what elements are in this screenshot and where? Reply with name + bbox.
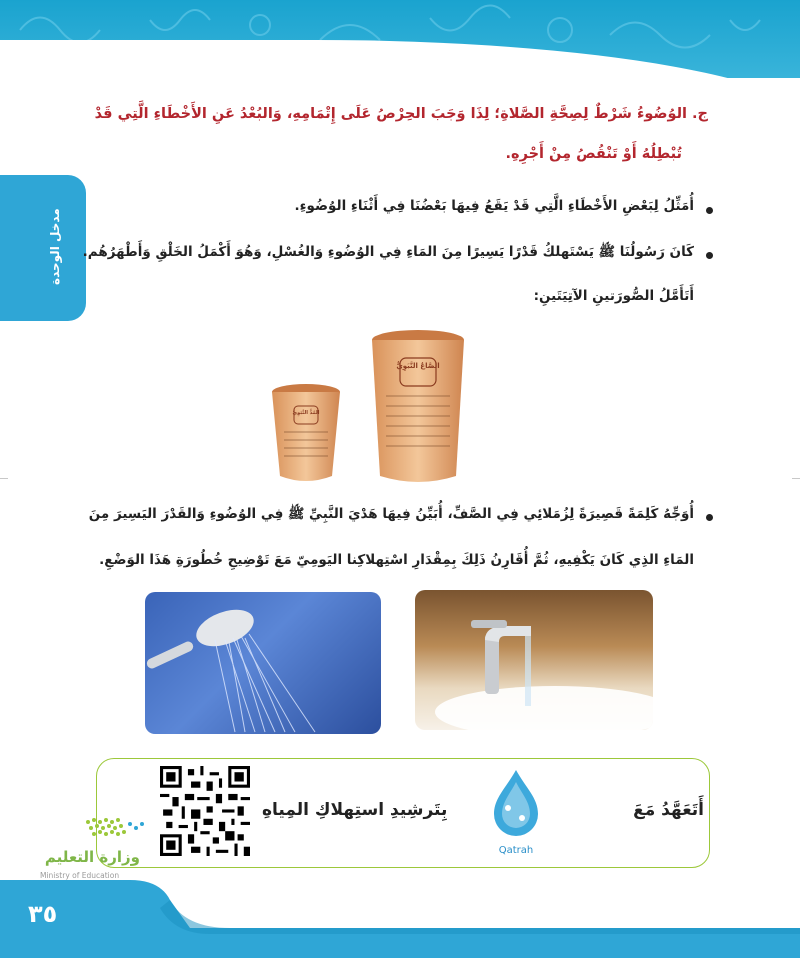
- small-cup-title: المُدُّ النَّبَوِيُّ: [292, 410, 320, 416]
- sa-and-mudd-cups-photo: [268, 326, 482, 490]
- pledge-text-end: بِتَرشِيدِ استِهلاكِ المِياهِ: [262, 800, 448, 820]
- shower-illustration: [145, 592, 381, 734]
- pledge-text-start: أَتَعَهَّدُ مَعَ: [633, 800, 704, 820]
- bullet-dot: [706, 252, 713, 259]
- ministry-logo-icon: [80, 812, 160, 842]
- bullet-2-text: كَانَ رَسُولُنَا ﷺ يَسْتَهلكُ قَدْرًا يَسِيرًا مِنَ المَاءِ فِي الوُضُوءِ وَالغُسْلِ، وَهُوَ أَكْمَلُ الخَلْقِ وَأَطْهَرُهُم.: [82, 244, 694, 260]
- crop-mark-right: [792, 478, 800, 479]
- paragraph-c-line-1: ج. الوُضُوءُ شَرْطٌ لِصِحَّةِ الصَّلاةِ؛ لِذَا وَجَبَ الحِرْصُ عَلَى إِتْمَامِهِ، وَالبُعْدُ عَنِ الأَخْطَاءِ الَّتِي قَدْ: [94, 106, 708, 122]
- unit-intro-label: مدخل الوحدة: [48, 208, 62, 286]
- ministry-name-english: Ministry of Education: [40, 871, 120, 880]
- bullet-dot: [706, 514, 713, 521]
- bullet-3-line-2: المَاءِ الذِي كَانَ يَكْفِيهِ، ثُمَّ أُقَارِنُ ذَلِكَ بِمِقْدَارِ اسْتِهلاكِنا اليَومِيّ مَعَ تَوْضِيحِ خُطُورَةِ هَذَا الوَضْعِ.: [99, 552, 694, 568]
- shower-head-photo: [145, 592, 381, 734]
- bullet-1-text: أُمَثِّلُ لِبَعْضِ الأَخْطَاءِ الَّتِي قَدْ يَقَعُ فِيهَا بَعْضُنَا فِي أَثْنَاءِ الوُضُوءِ.: [294, 198, 694, 214]
- crop-mark-left: [0, 478, 8, 479]
- bullet-3-line-1: أُوَجِّهُ كَلِمَةً قَصِيرَةً لِزُمَلائِي فِي الصَّفِّ، أُبَيِّنُ فِيهَا هَدْيَ النَّبِيِّ ﷺ فِي الوُضُوءِ وَالقَدْرَ اليَسِيرَ مِنَ: [88, 506, 694, 522]
- sink-faucet-photo: [415, 590, 653, 730]
- qatrah-logo-icon: [488, 768, 544, 842]
- footer-band: [0, 880, 800, 958]
- page-number: ٣٥: [28, 900, 58, 928]
- qr-code-icon[interactable]: [160, 766, 250, 856]
- qr-code-graphic: [160, 766, 250, 856]
- cups-illustration: [268, 326, 482, 490]
- qatrah-logo-label: Qatrah: [498, 845, 534, 856]
- faucet-illustration: [415, 590, 653, 730]
- paragraph-c-line-2: تُبْطِلُهُ أَوْ تَنْقُصُ مِنْ أَجْرِهِ.: [505, 146, 682, 162]
- bullet-dot: [706, 207, 713, 214]
- large-cup-title: الصَّاعُ النَّبَوِيُّ: [396, 362, 440, 370]
- contemplate-text: أَتَأَمَّلُ الصُّورَتينِ الآتِيَتَينِ:: [533, 288, 694, 304]
- ministry-name-arabic: وزارة التعليم: [44, 848, 140, 866]
